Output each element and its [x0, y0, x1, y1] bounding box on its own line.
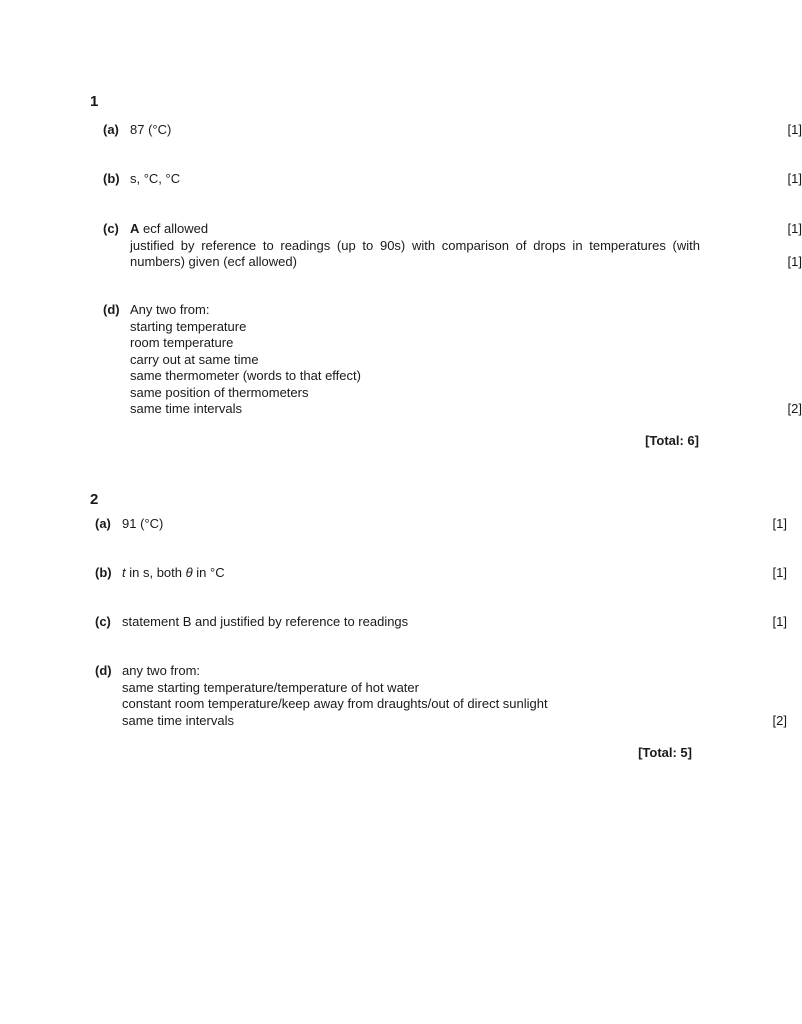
list-intro: Any two from: [130, 302, 210, 317]
mark-allocation: [2] [772, 713, 787, 728]
mark-allocation: [1] [787, 254, 802, 269]
answer-fragment: in °C [192, 565, 225, 580]
list-item: same starting temperature/temperature of hot water [122, 679, 419, 695]
answer-line: justified by reference to readings (up to 90s) with comparison of drops in temperatures (with [130, 237, 700, 253]
answer-list [122, 663, 548, 729]
part-label: (c) [95, 614, 111, 629]
list-item: same thermometer (words to that effect) [130, 368, 361, 383]
question-1-part-d [103, 302, 802, 422]
question-2-part-d [95, 663, 787, 733]
mark-allocation: [1] [787, 221, 802, 236]
theta-symbol: θ [185, 565, 193, 580]
list-intro: any two from: [122, 663, 201, 678]
statement-letter: A [130, 221, 140, 236]
question-total: [Total: 6] [645, 433, 699, 448]
question-2-part-b [95, 565, 787, 582]
question-total: [Total: 5] [638, 745, 692, 760]
answer-fragment: in s, both [125, 565, 186, 580]
part-label: (d) [103, 302, 120, 317]
answer-list [130, 302, 361, 418]
answer-line: numbers) given (ecf allowed) [130, 254, 297, 269]
answer-text: ecf allowed [143, 221, 209, 236]
mark-allocation: [1] [787, 122, 802, 137]
part-label: (b) [95, 565, 112, 580]
question-1-part-a [103, 122, 802, 139]
question-number: 2 [90, 491, 99, 508]
part-label: (a) [103, 122, 119, 137]
mark-allocation: [1] [772, 614, 787, 629]
part-label: (c) [103, 221, 119, 236]
list-item: starting temperature [130, 318, 247, 334]
answer-block [130, 221, 700, 271]
list-item: room temperature [130, 335, 234, 350]
time-symbol: t [122, 565, 126, 580]
list-item: same time intervals [122, 712, 234, 728]
question-number: 1 [90, 93, 99, 110]
question-1-part-b [103, 171, 802, 188]
question-2-part-a [95, 516, 787, 533]
mark-allocation: [1] [772, 516, 787, 531]
answer-line [130, 221, 700, 238]
mark-allocation: [1] [787, 171, 802, 186]
part-label: (b) [103, 171, 120, 186]
question-2-part-c [95, 614, 787, 631]
answer-text: 87 (°C) [130, 122, 172, 137]
mark-allocation: [2] [787, 401, 802, 416]
answer-text: s, °C, °C [130, 171, 181, 186]
answer-text: 91 (°C) [122, 516, 164, 531]
part-label: (d) [95, 663, 112, 678]
part-label: (a) [95, 516, 111, 531]
list-item: constant room temperature/keep away from draughts/out of direct sunlight [122, 696, 548, 711]
list-item: same time intervals [130, 401, 242, 416]
list-item: same position of thermometers [130, 384, 309, 400]
answer-text: statement B and justified by reference to readings [122, 614, 409, 629]
list-item: carry out at same time [130, 351, 259, 367]
mark-allocation: [1] [772, 565, 787, 580]
question-1-part-c [103, 221, 802, 273]
answer-text [122, 565, 225, 582]
